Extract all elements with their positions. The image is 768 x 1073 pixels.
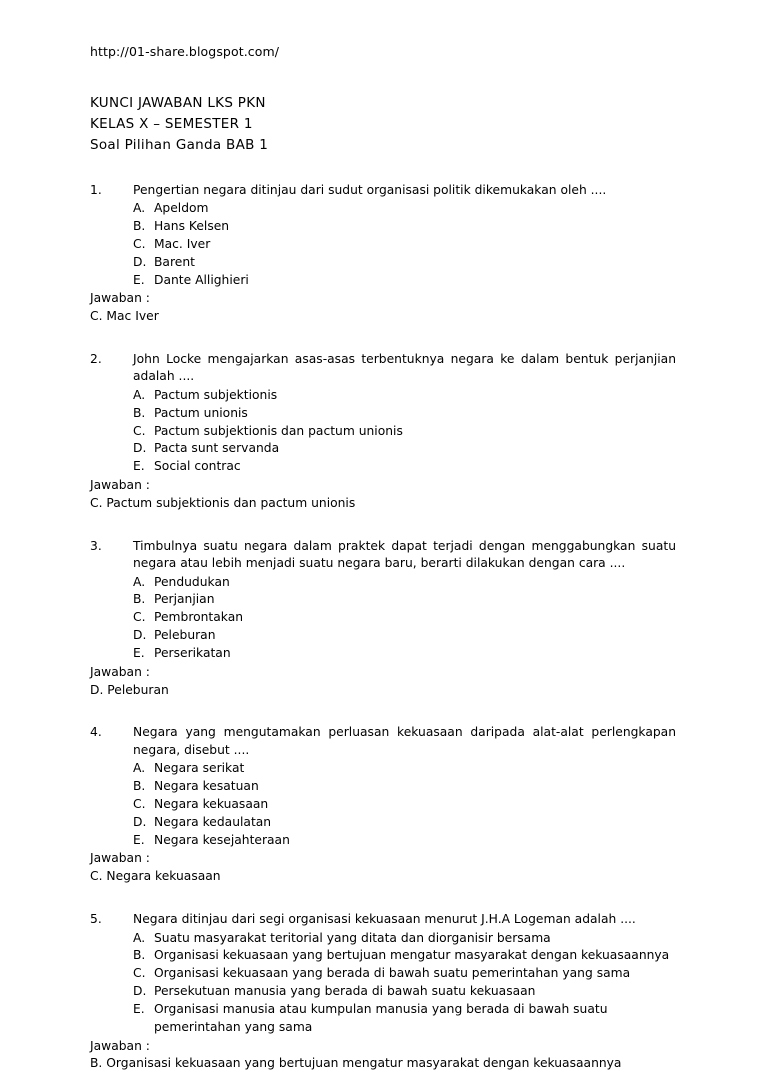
option-item [133,930,676,948]
source-url: http://01-share.blogspot.com/ [90,44,280,59]
answer-label: Jawaban : [90,851,150,866]
question-item [90,351,676,513]
option-text: Pactum subjektionis dan pactum unionis [154,423,403,438]
option-item [133,591,676,609]
option-text: Negara kekuasaan [154,796,269,811]
question-heading [90,351,676,386]
title-line-2: KELAS X – SEMESTER 1 [90,115,253,132]
option-text: Dante Allighieri [154,272,249,287]
option-text: Suatu masyarakat teritorial yang ditata dan diorganisir bersama [154,930,551,945]
question-item [90,182,676,326]
option-list [90,200,676,289]
option-letter: D. [133,441,147,456]
option-item [133,458,676,476]
question-text: Negara ditinjau dari segi organisasi kekuasaan menurut J.H.A Logeman adalah .... [133,912,636,927]
question-item [90,911,676,1073]
option-letter: B. [133,405,146,420]
answer-label: Jawaban : [90,664,150,679]
question-number: 4. [90,725,102,740]
option-text: Social contrac [154,459,241,474]
option-text: Organisasi manusia atau kumpulan manusia yang berada di bawah suatu pemerintahan yang sama [154,1001,608,1034]
option-letter: C. [133,796,146,811]
option-list [90,760,676,849]
option-letter: A. [133,930,146,945]
answer-value: C. Negara kekuasaan [90,869,221,884]
question-heading [90,538,676,573]
option-item [133,965,676,983]
option-letter: E. [133,459,145,474]
answer-label: Jawaban : [90,291,150,306]
option-item [133,272,676,290]
option-item [133,387,676,405]
question-text: Pengertian negara ditinjau dari sudut organisasi politik dikemukakan oleh .... [133,182,607,197]
option-item [133,645,676,663]
option-item [133,1001,676,1037]
option-letter: C. [133,236,146,251]
question-heading [90,724,676,759]
option-item [133,218,676,236]
option-item [133,574,676,592]
option-text: Persekutuan manusia yang berada di bawah suatu kekuasaan [154,984,536,999]
option-text: Pendudukan [154,574,230,589]
question-item [90,724,676,886]
option-item [133,405,676,423]
option-letter: E. [133,272,145,287]
option-text: Organisasi kekuasaan yang bertujuan mengatur masyarakat dengan kekuasaannya [154,948,670,963]
option-item [133,983,676,1001]
option-letter: E. [133,832,145,847]
option-text: Pactum subjektionis [154,387,278,402]
answer-label: Jawaban : [90,478,150,493]
option-list [90,930,676,1037]
option-letter: C. [133,610,146,625]
option-item [133,778,676,796]
option-letter: C. [133,423,146,438]
answer-value: D. Peleburan [90,682,169,697]
question-heading [90,911,676,928]
option-letter: C. [133,966,146,981]
question-text: John Locke mengajarkan asas-asas terbentuknya negara ke dalam bentuk perjanjian adalah .... [133,352,676,384]
option-item [133,236,676,254]
option-letter: D. [133,254,147,269]
option-item [133,814,676,832]
option-item [133,254,676,272]
option-text: Negara serikat [154,761,245,776]
option-letter: D. [133,628,147,643]
question-number: 5. [90,912,102,927]
option-letter: E. [133,645,145,660]
option-text: Pactum unionis [154,405,248,420]
option-item [133,200,676,218]
answer-label: Jawaban : [90,1038,150,1053]
option-item [133,440,676,458]
option-item [133,609,676,627]
title-line-3: Soal Pilihan Ganda BAB 1 [90,136,269,153]
option-text: Hans Kelsen [154,219,230,234]
option-text: Pembrontakan [154,610,244,625]
option-text: Perjanjian [154,592,215,607]
option-letter: E. [133,1001,145,1016]
option-letter: D. [133,984,147,999]
option-item [133,627,676,645]
option-letter: A. [133,201,146,216]
option-item [133,760,676,778]
option-letter: B. [133,948,146,963]
question-number: 1. [90,182,102,197]
question-heading [90,182,676,199]
option-text: Peleburan [154,628,216,643]
option-text: Mac. Iver [154,236,211,251]
question-text: Timbulnya suatu negara dalam praktek dapat terjadi dengan menggabungkan suatu negara atau lebih menjadi suatu negara baru, berarti dilakukan dengan cara .... [133,538,676,571]
option-letter: A. [133,387,146,402]
option-item [133,796,676,814]
option-list [90,387,676,476]
answer-value: B. Organisasi kekuasaan yang bertujuan mengatur masyarakat dengan kekuasaannya [90,1056,622,1071]
option-text: Perserikatan [154,645,231,660]
option-letter: A. [133,761,146,776]
question-number: 3. [90,538,102,553]
question-text: Negara yang mengutamakan perluasan kekuasaan daripada alat-alat perlengkapan negara, disebut .... [133,725,676,757]
option-text: Barent [154,254,195,269]
option-letter: B. [133,219,146,234]
option-letter: A. [133,574,146,589]
option-letter: D. [133,814,147,829]
option-text: Pacta sunt servanda [154,441,280,456]
option-text: Negara kesejahteraan [154,832,290,847]
option-text: Apeldom [154,201,209,216]
option-letter: B. [133,779,146,794]
question-number: 2. [90,352,102,367]
option-item [133,832,676,850]
answer-value: C. Mac Iver [90,309,159,324]
option-text: Organisasi kekuasaan yang berada di bawah suatu pemerintahan yang sama [154,966,631,981]
title-line-1: KUNCI JAWABAN LKS PKN [90,95,266,111]
answer-value: C. Pactum subjektionis dan pactum unionis [90,495,356,510]
option-item [133,947,676,965]
document-title [90,93,676,156]
option-list [90,574,676,663]
option-letter: B. [133,592,146,607]
option-item [133,423,676,441]
option-text: Negara kesatuan [154,779,259,794]
option-text: Negara kedaulatan [154,814,272,829]
question-item [90,538,676,700]
